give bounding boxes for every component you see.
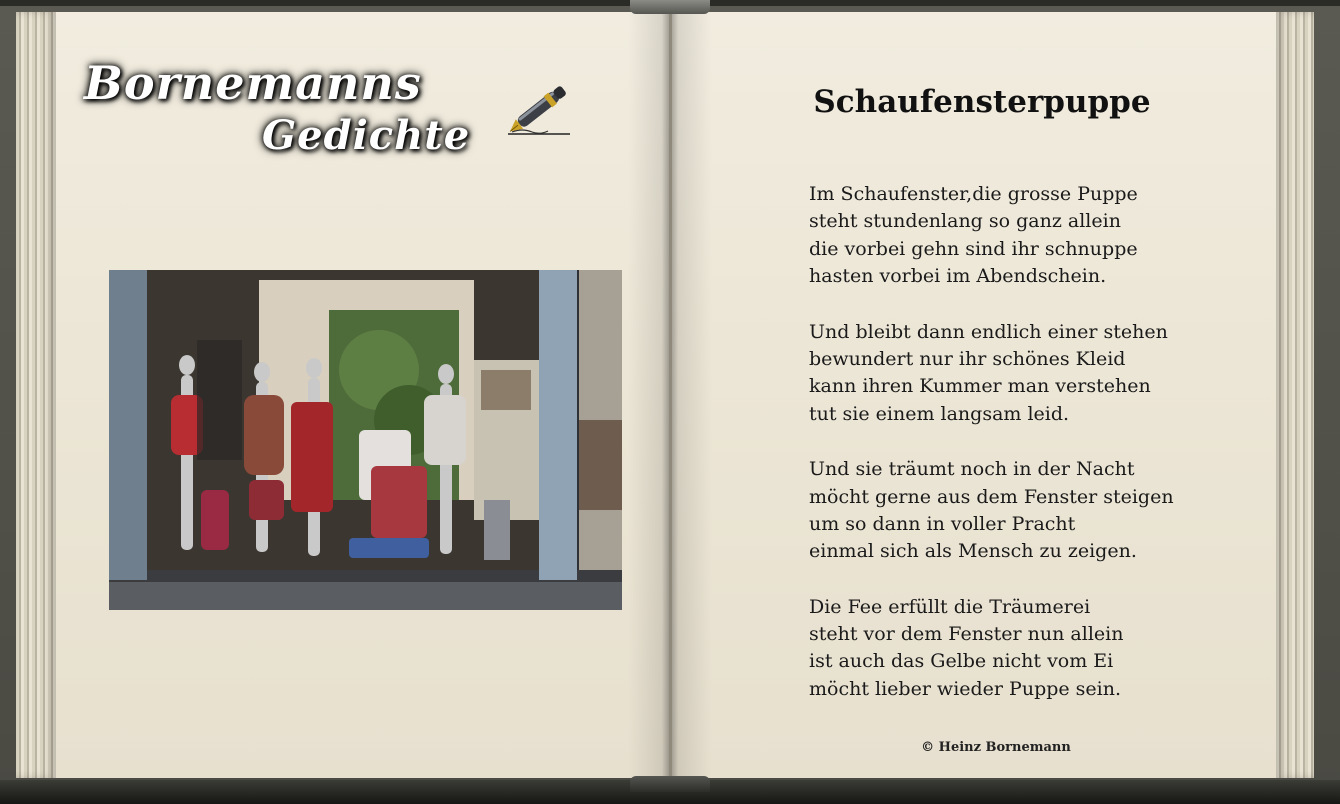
poem-line: bewundert nur ihr schönes Kleid	[809, 347, 1126, 370]
poem-line: steht vor dem Fenster nun allein	[809, 623, 1124, 646]
page-stack-right	[1276, 12, 1314, 778]
poem-line: Und sie träumt noch in der Nacht	[809, 458, 1135, 481]
poem-text	[809, 181, 1249, 731]
shop-window-mannequins-photo	[109, 270, 622, 610]
page-stack-left	[16, 12, 56, 778]
poem-line: Und bleibt dann endlich einer stehen	[809, 320, 1168, 343]
poem-line: um so dann in voller Pracht	[809, 512, 1076, 535]
poem-line: Die Fee erfüllt die Träumerei	[809, 595, 1091, 618]
poem-stanza	[809, 319, 1249, 429]
poem-line: einmal sich als Mensch zu zeigen.	[809, 540, 1137, 563]
poem-title: Schaufensterpuppe	[813, 84, 1151, 120]
poem-line: Im Schaufenster,die grosse Puppe	[809, 183, 1138, 205]
copyright-notice: © Heinz Bornemann	[921, 740, 1071, 755]
poem-stanza	[809, 594, 1249, 704]
poem-line: hasten vorbei im Abendschein.	[809, 265, 1107, 288]
poem-line: kann ihren Kummer man verstehen	[809, 375, 1151, 398]
poem-line: tut sie einem langsam leid.	[809, 402, 1070, 425]
logo-title: Bornemanns	[84, 56, 422, 110]
poem-stanza	[809, 181, 1249, 291]
poem-line: möcht lieber wieder Puppe sein.	[809, 677, 1122, 700]
spine-fold	[669, 12, 672, 778]
logo-subtitle: Gedichte	[262, 112, 471, 159]
poem-line: die vorbei gehn sind ihr schnuppe	[809, 237, 1138, 260]
poem-line: möcht gerne aus dem Fenster steigen	[809, 485, 1174, 508]
poem-line: ist auch das Gelbe nicht vom Ei	[809, 650, 1114, 673]
spine-clasp-bottom	[630, 776, 710, 792]
spine-clasp-top	[630, 0, 710, 14]
poem-line: steht stundenlang so ganz allein	[809, 210, 1121, 233]
fountain-pen-icon	[500, 74, 576, 140]
poem-stanza	[809, 456, 1249, 566]
